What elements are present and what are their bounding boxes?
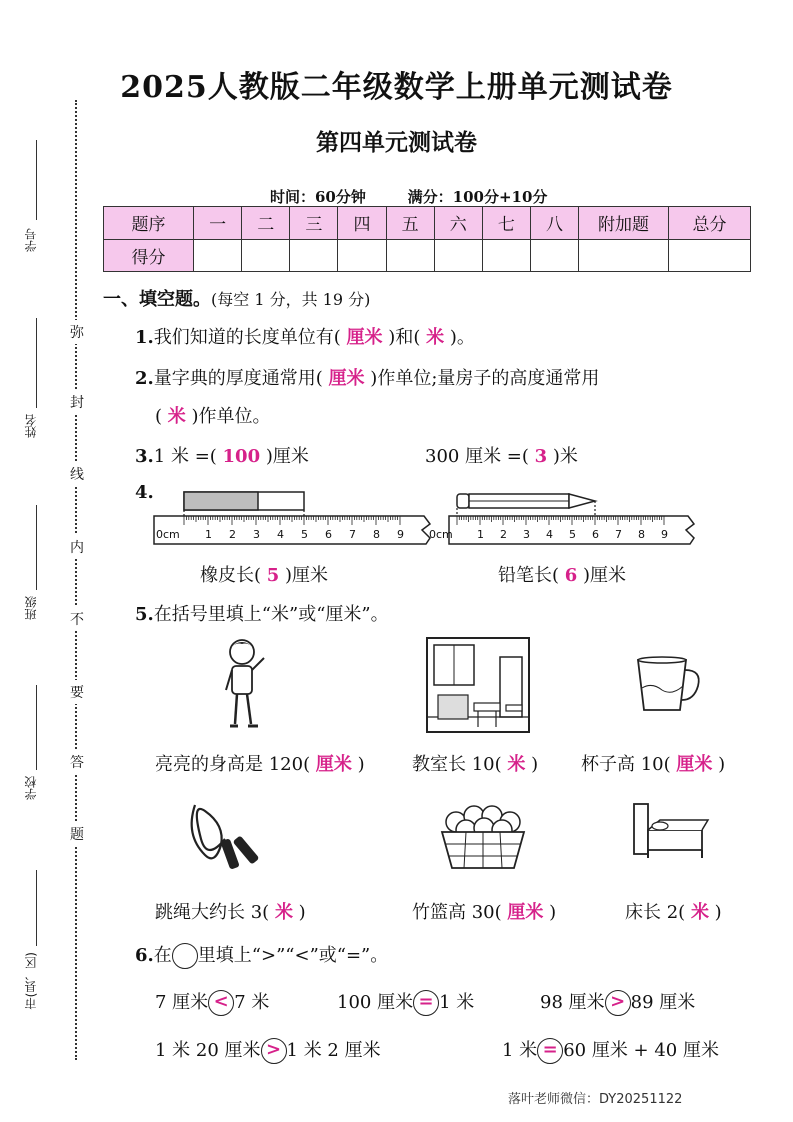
q5-item (155, 750, 365, 776)
ruler-label: 3 (253, 528, 260, 541)
seal-char: 封 (70, 390, 84, 414)
pencil-answer (498, 561, 626, 587)
compare-item (337, 988, 474, 1016)
question-text: 教室长 10( (412, 754, 502, 775)
compare-circle[interactable]: = (537, 1038, 563, 1064)
question-text: 铅笔长( (498, 565, 560, 586)
seal-char: 答 (70, 750, 84, 774)
question-text: )。 (449, 327, 475, 348)
question-number: 6. (135, 945, 154, 966)
question-text: 1 米 =( (153, 446, 217, 467)
answer: 3 (534, 446, 548, 467)
seal-char: 要 (70, 680, 84, 704)
ruler-label: 7 (615, 528, 622, 541)
eraser-band (184, 492, 258, 510)
question-text: 我们知道的长度单位有( (153, 327, 341, 348)
answer: 厘米 (315, 754, 352, 775)
question-text: 在 (153, 945, 172, 966)
score-cell[interactable] (530, 239, 578, 272)
student-name-rule (36, 318, 37, 408)
score-cell[interactable] (669, 239, 751, 272)
header-cell: 题序 (104, 207, 194, 240)
ruler (154, 516, 430, 544)
ruler-label: 9 (661, 528, 668, 541)
question-text: )作单位;量房子的高度通常用 (370, 368, 600, 389)
compare-right: 7 米 (234, 992, 270, 1013)
section-heading (103, 285, 370, 311)
compare-left: 1 米 20 厘米 (155, 1040, 261, 1061)
ruler (429, 516, 694, 544)
ruler-label: 4 (277, 528, 284, 541)
compare-right: 1 米 (439, 992, 475, 1013)
q5-item (581, 750, 725, 776)
section-heading-text: 一、填空题。 (103, 289, 211, 310)
compare-item (155, 988, 269, 1016)
ruler-label: 4 (546, 528, 553, 541)
question-number: 2. (135, 368, 154, 389)
ruler-label: 7 (349, 528, 356, 541)
answer: 米 (507, 754, 526, 775)
question-text: )作单位。 (191, 406, 271, 427)
page-subtitle: 第四单元测试卷 (316, 129, 477, 156)
compare-circle[interactable]: > (261, 1038, 287, 1064)
score-table-header (104, 207, 751, 240)
score-cell[interactable] (242, 239, 290, 272)
answer: 米 (690, 902, 709, 923)
compare-left: 1 米 (502, 1040, 538, 1061)
compare-left: 98 厘米 (540, 992, 605, 1013)
ruler-label: 3 (523, 528, 530, 541)
q5-item (412, 750, 538, 776)
question-text: )厘米 (265, 446, 309, 467)
question-2 (135, 364, 599, 390)
question-text: )和( (388, 327, 421, 348)
row-label: 得分 (104, 239, 194, 272)
score-table-row (104, 239, 751, 272)
question-text: ( (155, 406, 163, 427)
district-label: 市(县、区) (24, 952, 38, 1010)
ruler-label: 0cm (156, 528, 180, 541)
compare-item (502, 1036, 719, 1064)
school-label: 学校 (24, 776, 38, 800)
pencil-ruler-figure (429, 488, 705, 548)
header-cell: 四 (338, 207, 386, 240)
header-cell: 附加题 (579, 207, 669, 240)
score-table (103, 206, 751, 272)
question-text: 量字典的厚度通常用( (153, 368, 323, 389)
pencil-eraser (457, 494, 469, 508)
answer: 米 (167, 406, 186, 427)
header-cell: 一 (194, 207, 242, 240)
section-note: (每空 1 分，共 19 分) (211, 290, 371, 309)
seal-char: 弥 (70, 320, 84, 344)
question-number: 4. (135, 482, 154, 503)
score-cell[interactable] (434, 239, 482, 272)
question-text: 杯子高 10( (581, 754, 671, 775)
answer: 厘米 (346, 327, 383, 348)
compare-left: 100 厘米 (337, 992, 414, 1013)
question-text: 竹篮高 30( (412, 902, 502, 923)
score-cell[interactable] (290, 239, 338, 272)
header-cell: 七 (482, 207, 530, 240)
question-2-cont (155, 402, 271, 428)
header-cell: 三 (290, 207, 338, 240)
student-id-label: 学号 (24, 228, 38, 252)
question-6 (135, 941, 388, 969)
compare-right: 1 米 2 厘米 (286, 1040, 381, 1061)
compare-item (540, 988, 695, 1016)
question-text: 在括号里填上“米”或“厘米”。 (153, 604, 389, 625)
class-label: 班级 (24, 596, 38, 620)
answer: 厘米 (328, 368, 365, 389)
bed-picture (630, 800, 710, 862)
question-text: 橡皮长( (200, 565, 262, 586)
question-number: 1. (135, 327, 154, 348)
jump-rope-picture (185, 795, 265, 875)
question-number: 3. (135, 446, 154, 467)
answer: 米 (426, 327, 445, 348)
compare-right: 60 厘米 + 40 厘米 (563, 1040, 719, 1061)
compare-item (155, 1036, 381, 1064)
answer: 6 (564, 565, 578, 586)
compare-right: 89 厘米 (630, 992, 696, 1013)
seal-char: 题 (70, 822, 84, 846)
answer: 5 (266, 565, 280, 586)
question-text: 跳绳大约长 3( (155, 902, 270, 923)
compare-left: 7 厘米 (155, 992, 209, 1013)
header-cell: 二 (242, 207, 290, 240)
school-rule (36, 685, 37, 770)
question-text: )米 (552, 446, 578, 467)
question-3b (425, 442, 578, 468)
question-text: ) (531, 754, 539, 775)
eraser-answer (200, 561, 328, 587)
ruler-label: 5 (301, 528, 308, 541)
page-title: 2025人教版二年级数学上册单元测试卷 (120, 70, 673, 105)
header-cell: 八 (530, 207, 578, 240)
score-cell[interactable] (579, 239, 669, 272)
q5-item (412, 898, 556, 924)
footer-contact: 落叶老师微信：DY20251122 (508, 1092, 683, 1107)
seal-dotted-line (75, 100, 77, 1060)
ruler-label: 2 (229, 528, 236, 541)
circle-icon (172, 943, 198, 969)
eraser-ruler-figure (150, 488, 410, 548)
ruler-label: 2 (500, 528, 507, 541)
score-cell[interactable] (194, 239, 242, 272)
class-rule (36, 505, 37, 590)
question-text: ) (714, 902, 722, 923)
question-text: ) (357, 754, 365, 775)
header-cell: 五 (386, 207, 434, 240)
seal-char: 内 (70, 535, 84, 559)
question-3a (135, 442, 309, 468)
question-text: ) (298, 902, 306, 923)
ruler-label: 1 (205, 528, 212, 541)
ruler-label: 9 (397, 528, 404, 541)
question-text: 亮亮的身高是 120( (155, 754, 311, 775)
question-text: ) (718, 754, 726, 775)
header-cell: 总分 (669, 207, 751, 240)
cup-picture (632, 656, 704, 714)
header-cell: 六 (434, 207, 482, 240)
score-cell[interactable] (338, 239, 386, 272)
compare-circle[interactable]: < (208, 990, 234, 1016)
seal-char: 线 (70, 462, 84, 486)
ruler-label: 1 (477, 528, 484, 541)
student-name-label: 姓名 (24, 414, 38, 438)
compare-circle[interactable]: = (413, 990, 439, 1016)
ruler-label: 5 (569, 528, 576, 541)
ruler-label: 0cm (429, 528, 453, 541)
exam-meta: 时间：60分钟 满分：100分+10分 (270, 188, 548, 206)
answer: 厘米 (507, 902, 544, 923)
q5-item (155, 898, 306, 924)
ruler-label: 8 (373, 528, 380, 541)
ruler-label: 8 (638, 528, 645, 541)
compare-circle[interactable]: > (605, 990, 631, 1016)
question-text: 里填上“>”“<”或“=”。 (197, 945, 389, 966)
answer: 米 (274, 902, 293, 923)
answer: 厘米 (676, 754, 713, 775)
classroom-picture (426, 637, 530, 733)
q5-item (625, 898, 722, 924)
boy-picture (210, 636, 280, 732)
question-text: )厘米 (583, 565, 627, 586)
question-1 (135, 323, 475, 349)
ruler-label: 6 (325, 528, 332, 541)
question-text: 300 厘米 =( (425, 446, 529, 467)
score-cell[interactable] (482, 239, 530, 272)
pencil-tip (569, 494, 595, 508)
district-rule (36, 870, 37, 946)
question-number: 5. (135, 604, 154, 625)
question-5 (135, 600, 389, 626)
seal-char: 不 (70, 607, 84, 631)
question-text: ) (549, 902, 557, 923)
basket-picture (436, 798, 530, 872)
question-text: 床长 2( (625, 902, 686, 923)
question-text: )厘米 (285, 565, 329, 586)
answer: 100 (222, 446, 261, 467)
score-cell[interactable] (386, 239, 434, 272)
ruler-label: 6 (592, 528, 599, 541)
